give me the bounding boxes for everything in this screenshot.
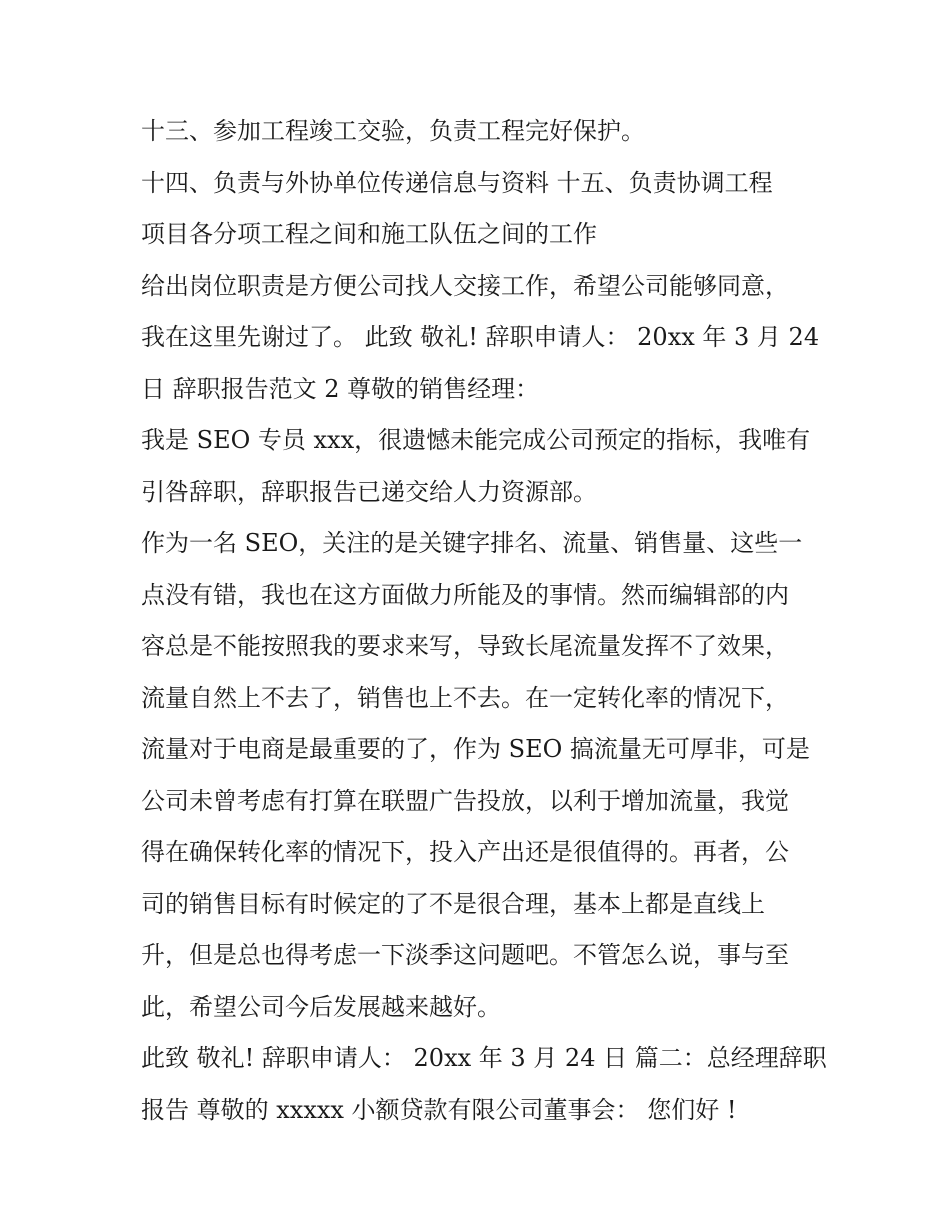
text-line: 流量对于电商是最重要的了，作为 SEO 搞流量无可厚非，可是: [141, 735, 810, 763]
text-line: 流量自然上不去了，销售也上不去。在一定转化率的情况下，: [141, 683, 789, 712]
text-line: 十三、参加工程竣工交验，负责工程完好保护。: [141, 117, 645, 145]
text-line: 报告 尊敬的 xxxxx 小额贷款有限公司董事会： 您们好 !: [141, 1095, 737, 1124]
text-line: 作为一名 SEO，关注的是关键字排名、流量、销售量、这些一: [141, 529, 803, 557]
text-line: 日 辞职报告范文 2 尊敬的销售经理：: [141, 374, 540, 403]
text-line: 十四、负责与外协单位传递信息与资料 十五、负责协调工程: [141, 168, 773, 197]
text-line: 此，希望公司今后发展越来越好。: [141, 992, 501, 1021]
text-line: 我在这里先谢过了。 此致 敬礼! 辞职申请人： 20xx 年 3 月 24: [141, 323, 820, 351]
document-body: [141, 106, 827, 1136]
text-line: 项目各分项工程之间和施工队伍之间的工作: [141, 220, 597, 248]
text-line: 我是 SEO 专员 xxx，很遗憾未能完成公司预定的指标，我唯有: [141, 426, 811, 454]
text-line: 升，但是总也得考虑一下淡季这问题吧。不管怎么说，事与至: [141, 941, 789, 969]
text-line: 司的销售目标有时候定的了不是很合理，基本上都是直线上: [141, 889, 765, 918]
text-line: 得在确保转化率的情况下，投入产出还是很值得的。再者，公: [141, 838, 789, 866]
text-line: 容总是不能按照我的要求来写，导致长尾流量发挥不了效果，: [141, 632, 789, 660]
text-line: 此致 敬礼! 辞职申请人： 20xx 年 3 月 24 日 篇二：总经理辞职: [141, 1044, 827, 1072]
text-line: 点没有错，我也在这方面做力所能及的事情。然而编辑部的内: [141, 580, 789, 609]
text-line: 公司未曾考虑有打算在联盟广告投放，以利于增加流量，我觉: [141, 786, 789, 815]
text-line: 给出岗位职责是方便公司找人交接工作，希望公司能够同意，: [141, 271, 789, 300]
text-line: 引咎辞职，辞职报告已递交给人力资源部。: [141, 477, 597, 506]
